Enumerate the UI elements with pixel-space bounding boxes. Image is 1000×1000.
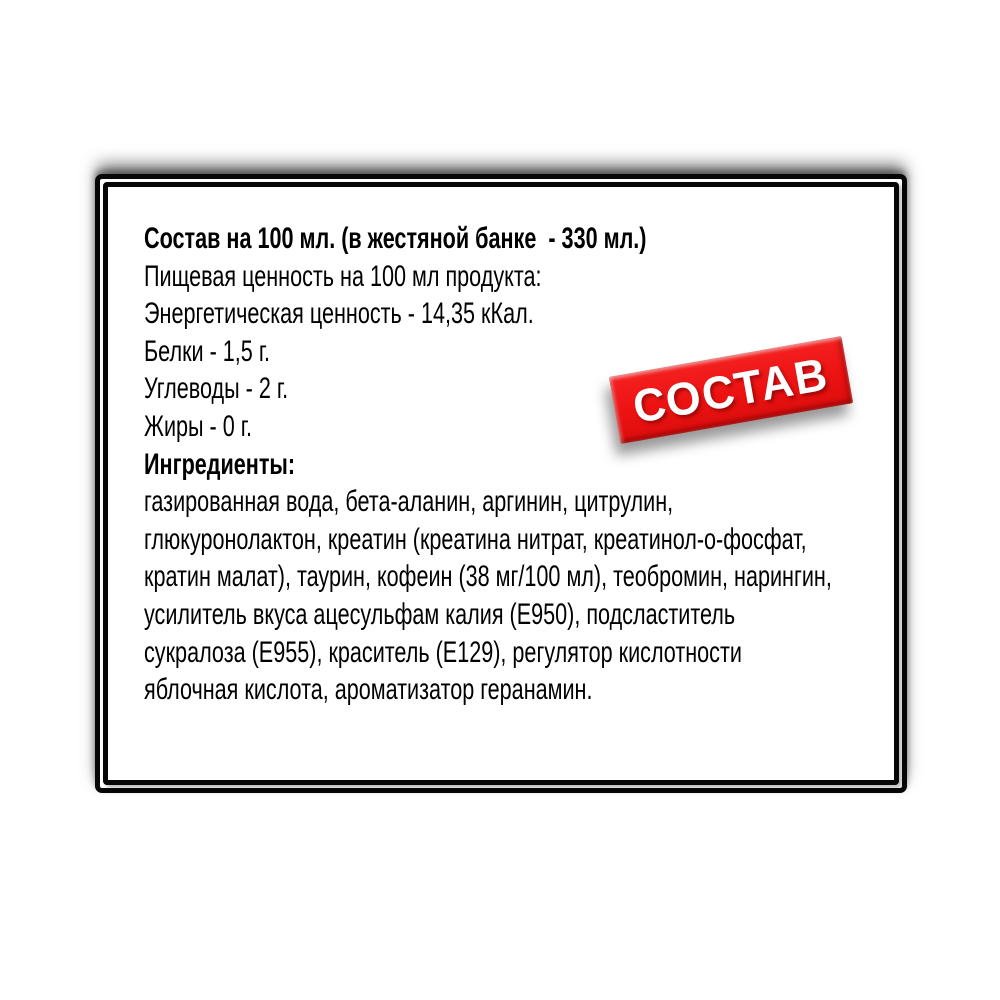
ingredients-line: газированная вода, бета-аланин, аргинин, цитрулин,	[144, 485, 674, 519]
nutrition-line: Энергетическая ценность - 14,35 кКал.	[144, 297, 534, 331]
ingredients-line: глюкуронолактон, креатин (креатина нитрат, креатинол-о-фосфат,	[144, 522, 807, 556]
label-frame	[95, 174, 907, 793]
nutrition-line: Углеводы - 2 г.	[144, 372, 289, 406]
ingredients-line: усилитель вкуса ацесульфам калия (Е950), подсластитель	[144, 597, 736, 631]
label-content	[144, 220, 1000, 709]
label-frame-inner	[103, 182, 899, 785]
ingredients-title: Ингредиенты:	[144, 447, 296, 481]
label-title: Состав на 100 мл. (в жестяной банке - 330 мл.)	[144, 222, 647, 255]
nutrition-line: Пищевая ценность на 100 мл продукта:	[144, 259, 542, 293]
ingredients-line: кратин малат), таурин, кофеин (38 мг/100 мл), теобромин, нарингин,	[144, 560, 832, 594]
ingredients-line: сукралоза (Е955), краситель (Е129), регулятор кислотности	[144, 635, 742, 669]
nutrition-line: Жиры - 0 г.	[144, 409, 252, 443]
stamp-text: СОСТАВ	[629, 347, 833, 433]
ingredients-line: яблочная кислота, ароматизатор геранамин.	[144, 673, 593, 707]
nutrition-line: Белки - 1,5 г.	[144, 334, 271, 368]
